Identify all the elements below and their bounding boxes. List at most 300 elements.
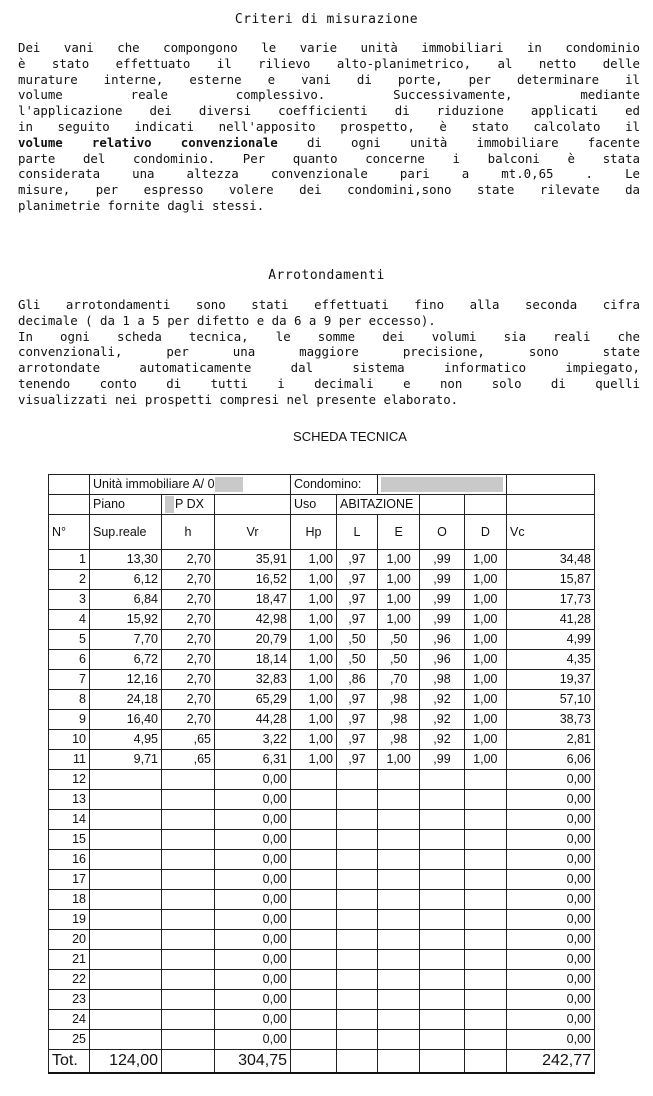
cell-e xyxy=(378,770,420,790)
cell-vc: 15,87 xyxy=(507,570,595,590)
cell-vr: 0,00 xyxy=(215,1010,291,1030)
cell-d: 1,00 xyxy=(464,690,506,710)
cell-l xyxy=(337,950,378,970)
cell-sup-reale: 16,40 xyxy=(90,710,162,730)
condomino-label: Condomino: xyxy=(291,475,378,495)
cell-o: ,99 xyxy=(420,550,464,570)
cell-o xyxy=(420,850,464,870)
cell-sup-reale: 6,72 xyxy=(90,650,162,670)
total-sup-reale: 124,00 xyxy=(90,1050,162,1074)
table-row xyxy=(49,570,595,590)
cell-l xyxy=(337,990,378,1010)
cell-e xyxy=(378,790,420,810)
cell-o xyxy=(420,870,464,890)
cell-hp xyxy=(291,870,337,890)
cell-vr: 0,00 xyxy=(215,930,291,950)
cell-h xyxy=(162,910,215,930)
cell-d xyxy=(464,930,506,950)
cell-row-number: 2 xyxy=(49,570,90,590)
cell-l: ,97 xyxy=(337,550,378,570)
cell-sup-reale xyxy=(90,790,162,810)
cell-hp xyxy=(291,990,337,1010)
cell-vc: 0,00 xyxy=(507,790,595,810)
cell-o: ,99 xyxy=(420,610,464,630)
cell-row-number: 18 xyxy=(49,890,90,910)
cell-l xyxy=(337,1010,378,1030)
blank-cell xyxy=(507,475,595,495)
unita-label: Unità immobiliare A/ 0 xyxy=(93,477,215,491)
cell-l xyxy=(337,1030,378,1050)
text-line: convenzionali, per una maggiore precisione, sono state xyxy=(18,344,640,360)
cell-sup-reale: 6,84 xyxy=(90,590,162,610)
cell-l xyxy=(337,830,378,850)
cell-row-number: 5 xyxy=(49,630,90,650)
scheda-table xyxy=(48,474,595,1074)
cell-d xyxy=(464,950,506,970)
cell-sup-reale: 24,18 xyxy=(90,690,162,710)
col-header-l: L xyxy=(337,515,378,550)
cell-d: 1,00 xyxy=(464,650,506,670)
cell-o xyxy=(420,910,464,930)
cell-vr: 0,00 xyxy=(215,830,291,850)
cell-vc: 0,00 xyxy=(507,1030,595,1050)
table-row xyxy=(49,930,595,950)
text-line: in seguito indicati nell'apposito prospetto, è stato calcolato il xyxy=(18,118,640,134)
table-row xyxy=(49,910,595,930)
cell-vr: 0,00 xyxy=(215,770,291,790)
cell-d xyxy=(464,990,506,1010)
cell-vr: 44,28 xyxy=(215,710,291,730)
cell-o xyxy=(420,890,464,910)
cell-vr: 32,83 xyxy=(215,670,291,690)
cell-h: 2,70 xyxy=(162,690,215,710)
cell-h xyxy=(162,770,215,790)
cell-row-number: 23 xyxy=(49,990,90,1010)
cell-l: ,97 xyxy=(337,710,378,730)
cell-sup-reale: 15,92 xyxy=(90,610,162,630)
cell-h: 2,70 xyxy=(162,630,215,650)
cell-o: ,92 xyxy=(420,710,464,730)
table-row xyxy=(49,850,595,870)
cell-vc: 0,00 xyxy=(507,850,595,870)
table-row xyxy=(49,650,595,670)
cell-h: 2,70 xyxy=(162,610,215,630)
cell-hp xyxy=(291,850,337,870)
cell-vr: 3,22 xyxy=(215,730,291,750)
cell-vc: 0,00 xyxy=(507,930,595,950)
cell-row-number: 3 xyxy=(49,590,90,610)
header-row-piano xyxy=(49,495,595,515)
cell-d: 1,00 xyxy=(464,590,506,610)
cell-e xyxy=(378,850,420,870)
cell-d xyxy=(464,970,506,990)
cell-vc: 0,00 xyxy=(507,910,595,930)
unita-cell xyxy=(90,475,291,495)
cell-hp: 1,00 xyxy=(291,730,337,750)
cell-o: ,96 xyxy=(420,650,464,670)
cell-vr: 65,29 xyxy=(215,690,291,710)
section-title-criteri: Criteri di misurazione xyxy=(234,12,419,27)
blank-cell xyxy=(464,495,506,515)
cell-hp: 1,00 xyxy=(291,630,337,650)
text-line: l'applicazione dei diversi coefficienti di riduzione applicati ed xyxy=(18,103,640,119)
text-line: In ogni scheda tecnica, le somme dei volumi sia reali che xyxy=(18,328,640,344)
cell-l: ,97 xyxy=(337,570,378,590)
redacted-condomino-name xyxy=(381,477,503,492)
cell-vr: 0,00 xyxy=(215,990,291,1010)
cell-l xyxy=(337,910,378,930)
cell-l: ,50 xyxy=(337,630,378,650)
cell-l: ,97 xyxy=(337,590,378,610)
cell-row-number: 25 xyxy=(49,1030,90,1050)
cell-o xyxy=(420,810,464,830)
cell-vr: 0,00 xyxy=(215,850,291,870)
cell-e xyxy=(378,990,420,1010)
cell-hp xyxy=(291,890,337,910)
cell-e xyxy=(378,830,420,850)
cell-h xyxy=(162,950,215,970)
cell-hp xyxy=(291,810,337,830)
cell-o xyxy=(420,990,464,1010)
cell-e xyxy=(378,1030,420,1050)
table-row xyxy=(49,970,595,990)
cell-hp: 1,00 xyxy=(291,710,337,730)
text-line: Dei vani che compongono le varie unità immobiliari in condominio xyxy=(18,40,640,55)
text-line: parte del condominio. Per quanto concerne i balconi è stata xyxy=(18,150,640,166)
cell-row-number: 19 xyxy=(49,910,90,930)
cell-o xyxy=(420,830,464,850)
cell-d xyxy=(464,1010,506,1030)
text-line: misure, per espresso volere dei condomini,sono state rilevate da xyxy=(18,182,640,198)
cell-sup-reale xyxy=(90,910,162,930)
cell-o xyxy=(420,950,464,970)
cell-l: ,97 xyxy=(337,730,378,750)
cell-vc: 0,00 xyxy=(507,770,595,790)
table-row xyxy=(49,830,595,850)
blank-cell xyxy=(49,475,90,495)
cell-l xyxy=(337,810,378,830)
cell-d: 1,00 xyxy=(464,570,506,590)
criteri-paragraph xyxy=(18,40,640,214)
cell-row-number: 24 xyxy=(49,1010,90,1030)
cell-row-number: 4 xyxy=(49,610,90,630)
piano-value-text: P DX xyxy=(175,497,204,511)
cell-d: 1,00 xyxy=(464,710,506,730)
cell-l xyxy=(337,790,378,810)
cell-d xyxy=(464,790,506,810)
blank-cell xyxy=(420,495,464,515)
cell-d xyxy=(464,890,506,910)
cell-vr: 0,00 xyxy=(215,950,291,970)
uso-value: ABITAZIONE xyxy=(337,495,420,515)
cell-h: 2,70 xyxy=(162,570,215,590)
table-row xyxy=(49,630,595,650)
blank-cell xyxy=(420,1050,464,1074)
cell-row-number: 22 xyxy=(49,970,90,990)
cell-vc: 19,37 xyxy=(507,670,595,690)
cell-d: 1,00 xyxy=(464,730,506,750)
cell-d: 1,00 xyxy=(464,670,506,690)
cell-sup-reale xyxy=(90,850,162,870)
cell-sup-reale xyxy=(90,770,162,790)
cell-e: 1,00 xyxy=(378,570,420,590)
cell-l xyxy=(337,890,378,910)
cell-d: 1,00 xyxy=(464,750,506,770)
cell-d xyxy=(464,770,506,790)
cell-o xyxy=(420,930,464,950)
cell-d xyxy=(464,910,506,930)
cell-vc: 4,35 xyxy=(507,650,595,670)
cell-e: ,70 xyxy=(378,670,420,690)
text-line-rest: di ogni unità immobiliare facente xyxy=(306,134,640,150)
cell-vc: 0,00 xyxy=(507,970,595,990)
cell-l xyxy=(337,970,378,990)
blank-cell xyxy=(162,1050,215,1074)
cell-h xyxy=(162,850,215,870)
cell-e xyxy=(378,910,420,930)
condomino-value xyxy=(378,475,507,495)
cell-hp: 1,00 xyxy=(291,590,337,610)
cell-vr: 20,79 xyxy=(215,630,291,650)
cell-vc: 0,00 xyxy=(507,890,595,910)
cell-hp: 1,00 xyxy=(291,570,337,590)
cell-sup-reale: 4,95 xyxy=(90,730,162,750)
cell-sup-reale xyxy=(90,950,162,970)
text-line: murature interne, esterne e vani di porte, per determinare il xyxy=(18,71,640,87)
col-header-e: E xyxy=(378,515,420,550)
cell-l: ,86 xyxy=(337,670,378,690)
cell-e: 1,00 xyxy=(378,750,420,770)
col-header-hp: Hp xyxy=(291,515,337,550)
cell-vc: 2,81 xyxy=(507,730,595,750)
col-header-vr: Vr xyxy=(215,515,291,550)
cell-o xyxy=(420,970,464,990)
cell-sup-reale xyxy=(90,870,162,890)
cell-row-number: 15 xyxy=(49,830,90,850)
cell-vc: 6,06 xyxy=(507,750,595,770)
cell-h xyxy=(162,930,215,950)
cell-sup-reale xyxy=(90,990,162,1010)
uso-label: Uso xyxy=(291,495,337,515)
table-row xyxy=(49,870,595,890)
cell-vc: 34,48 xyxy=(507,550,595,570)
section-title-arrotondamenti: Arrotondamenti xyxy=(268,268,385,283)
cell-d xyxy=(464,870,506,890)
cell-vc: 0,00 xyxy=(507,990,595,1010)
cell-hp xyxy=(291,930,337,950)
cell-e xyxy=(378,1010,420,1030)
cell-h xyxy=(162,830,215,850)
table-row xyxy=(49,1010,595,1030)
cell-row-number: 10 xyxy=(49,730,90,750)
cell-o xyxy=(420,1010,464,1030)
cell-vc: 0,00 xyxy=(507,810,595,830)
cell-l: ,50 xyxy=(337,650,378,670)
cell-sup-reale xyxy=(90,830,162,850)
cell-sup-reale xyxy=(90,810,162,830)
cell-h: 2,70 xyxy=(162,710,215,730)
cell-l xyxy=(337,850,378,870)
cell-vc: 4,99 xyxy=(507,630,595,650)
cell-row-number: 6 xyxy=(49,650,90,670)
bold-phrase: volume relativo convenzionale xyxy=(18,134,278,150)
cell-vr: 6,31 xyxy=(215,750,291,770)
cell-d xyxy=(464,810,506,830)
cell-l: ,97 xyxy=(337,750,378,770)
cell-l xyxy=(337,870,378,890)
cell-o: ,92 xyxy=(420,730,464,750)
cell-l: ,97 xyxy=(337,690,378,710)
table-row xyxy=(49,810,595,830)
cell-e: ,98 xyxy=(378,690,420,710)
cell-hp: 1,00 xyxy=(291,550,337,570)
cell-vr: 35,91 xyxy=(215,550,291,570)
cell-vc: 0,00 xyxy=(507,830,595,850)
blank-cell xyxy=(291,1050,337,1074)
cell-o: ,96 xyxy=(420,630,464,650)
cell-l: ,97 xyxy=(337,610,378,630)
cell-vr: 0,00 xyxy=(215,910,291,930)
cell-h: 2,70 xyxy=(162,590,215,610)
total-vc: 242,77 xyxy=(507,1050,595,1074)
cell-d xyxy=(464,1030,506,1050)
cell-e: 1,00 xyxy=(378,590,420,610)
table-row xyxy=(49,670,595,690)
shaded-mark xyxy=(165,496,174,513)
text-line: planimetrie fornite dagli stessi. xyxy=(18,197,265,213)
text-line: Gli arrotondamenti sono stati effettuati fino alla seconda cifra xyxy=(18,297,640,312)
cell-e: ,50 xyxy=(378,630,420,650)
cell-vr: 0,00 xyxy=(215,1030,291,1050)
cell-hp: 1,00 xyxy=(291,670,337,690)
cell-sup-reale: 6,12 xyxy=(90,570,162,590)
cell-row-number: 13 xyxy=(49,790,90,810)
cell-hp xyxy=(291,1030,337,1050)
table-row xyxy=(49,610,595,630)
cell-l xyxy=(337,930,378,950)
text-line: visualizzati nei prospetti compresi nel presente elaborato. xyxy=(18,391,459,407)
blank-cell xyxy=(464,1050,506,1074)
cell-hp xyxy=(291,790,337,810)
blank-cell xyxy=(49,495,90,515)
table-row xyxy=(49,770,595,790)
blank-cell xyxy=(337,1050,378,1074)
text-line: è stato effettuato il rilievo alto-planimetrico, al netto delle xyxy=(18,55,640,71)
cell-hp xyxy=(291,830,337,850)
cell-hp: 1,00 xyxy=(291,650,337,670)
table-row xyxy=(49,690,595,710)
cell-vc: 38,73 xyxy=(507,710,595,730)
cell-vr: 0,00 xyxy=(215,810,291,830)
text-line xyxy=(18,135,640,151)
cell-hp xyxy=(291,910,337,930)
cell-e: 1,00 xyxy=(378,550,420,570)
cell-e: 1,00 xyxy=(378,610,420,630)
blank-cell xyxy=(215,495,291,515)
cell-hp xyxy=(291,1010,337,1030)
cell-sup-reale xyxy=(90,930,162,950)
cell-row-number: 21 xyxy=(49,950,90,970)
cell-h: 2,70 xyxy=(162,650,215,670)
cell-vr: 16,52 xyxy=(215,570,291,590)
cell-o: ,92 xyxy=(420,690,464,710)
cell-sup-reale: 13,30 xyxy=(90,550,162,570)
table-row xyxy=(49,710,595,730)
cell-hp xyxy=(291,970,337,990)
cell-d xyxy=(464,830,506,850)
cell-e: ,98 xyxy=(378,730,420,750)
cell-vc: 0,00 xyxy=(507,950,595,970)
cell-row-number: 20 xyxy=(49,930,90,950)
scheda-title: SCHEDA TECNICA xyxy=(293,429,407,444)
cell-h xyxy=(162,970,215,990)
cell-sup-reale xyxy=(90,1010,162,1030)
cell-sup-reale: 12,16 xyxy=(90,670,162,690)
header-row-unita xyxy=(49,475,595,495)
text-line: tenendo conto di tutti i decimali e non solo di quelli xyxy=(18,375,640,391)
totals-row xyxy=(49,1050,595,1074)
blank-cell xyxy=(507,495,595,515)
cell-e xyxy=(378,890,420,910)
cell-row-number: 7 xyxy=(49,670,90,690)
cell-vr: 0,00 xyxy=(215,970,291,990)
table-row xyxy=(49,590,595,610)
col-header-n: N° xyxy=(49,515,90,550)
text-line: considerata una altezza convenzionale pari a mt.0,65 . Le xyxy=(18,166,640,182)
table-row xyxy=(49,990,595,1010)
cell-d: 1,00 xyxy=(464,610,506,630)
cell-d: 1,00 xyxy=(464,550,506,570)
cell-h: 2,70 xyxy=(162,670,215,690)
cell-row-number: 12 xyxy=(49,770,90,790)
cell-o: ,99 xyxy=(420,590,464,610)
cell-o: ,98 xyxy=(420,670,464,690)
cell-h xyxy=(162,890,215,910)
cell-vc: 57,10 xyxy=(507,690,595,710)
arrotondamenti-paragraph xyxy=(18,297,640,408)
cell-row-number: 1 xyxy=(49,550,90,570)
cell-o: ,99 xyxy=(420,570,464,590)
cell-d xyxy=(464,850,506,870)
col-header-sup-reale: Sup.reale xyxy=(90,515,162,550)
table-row xyxy=(49,1030,595,1050)
cell-sup-reale xyxy=(90,1030,162,1050)
cell-vr: 0,00 xyxy=(215,790,291,810)
cell-o xyxy=(420,1030,464,1050)
piano-label: Piano xyxy=(90,495,162,515)
table-row xyxy=(49,890,595,910)
cell-vc: 0,00 xyxy=(507,870,595,890)
table-row xyxy=(49,550,595,570)
cell-h xyxy=(162,1030,215,1050)
cell-o: ,99 xyxy=(420,750,464,770)
text-line: arrotondate automaticamente dal sistema informatico impiegato, xyxy=(18,360,640,376)
cell-hp: 1,00 xyxy=(291,690,337,710)
piano-value xyxy=(162,495,215,515)
cell-hp: 1,00 xyxy=(291,610,337,630)
cell-row-number: 17 xyxy=(49,870,90,890)
cell-e xyxy=(378,950,420,970)
cell-hp xyxy=(291,770,337,790)
cell-h: ,65 xyxy=(162,730,215,750)
col-header-vc: Vc xyxy=(507,515,595,550)
cell-l xyxy=(337,770,378,790)
total-vr: 304,75 xyxy=(215,1050,291,1074)
cell-vr: 0,00 xyxy=(215,890,291,910)
cell-o xyxy=(420,790,464,810)
cell-e xyxy=(378,810,420,830)
cell-h xyxy=(162,790,215,810)
